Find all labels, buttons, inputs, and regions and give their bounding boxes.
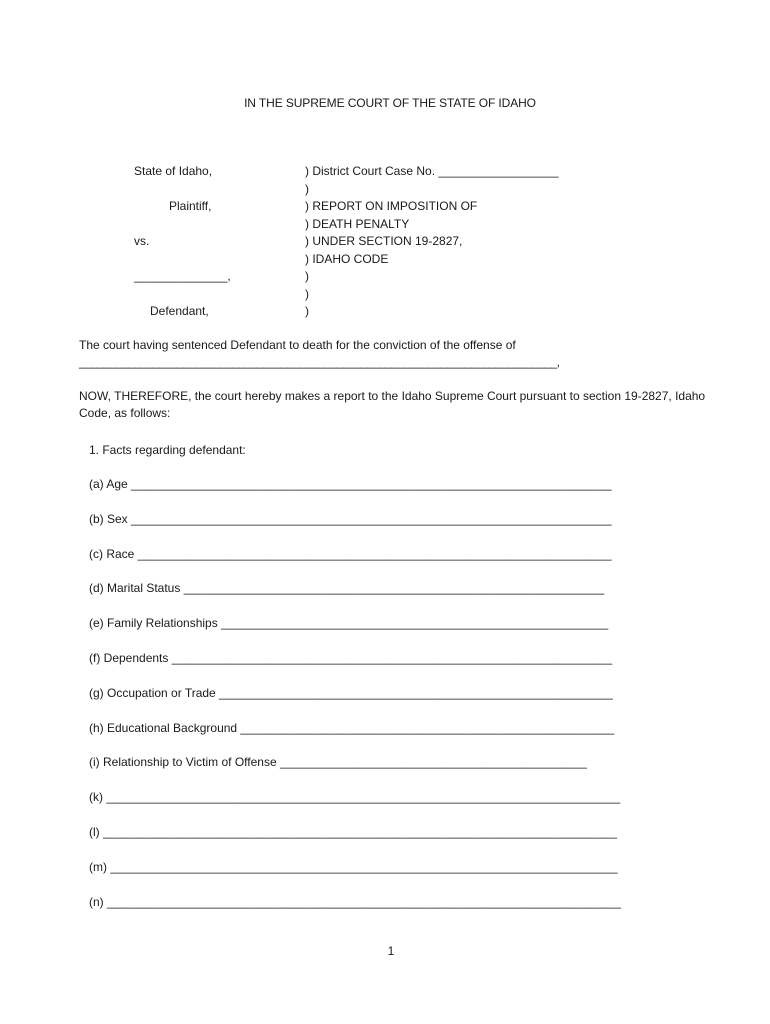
- fact-k-field: (k) _____________________________________________________________________________: [89, 790, 621, 805]
- now-therefore-paragraph: NOW, THEREFORE, the court hereby makes a report to the Idaho Supreme Court pursuant to section 19-2827, Idaho Code, as follows:: [79, 389, 706, 420]
- caption-line: ): [305, 286, 309, 301]
- plaintiff-name: State of Idaho,: [134, 164, 213, 178]
- fact-family-relationships-field: (e) Family Relationships __________________________________________________________: [89, 616, 609, 631]
- caption-line: ): [305, 269, 309, 283]
- fact-m-field: (m) ____________________________________________________________________________: [89, 859, 618, 874]
- sentence-intro: The court having sentenced Defendant to death for the conviction of the offense of: [79, 338, 516, 352]
- fact-occupation-field: (g) Occupation or Trade ___________________________________________________________: [89, 685, 613, 700]
- offense-blank: ______________________________________________________________________________,: [79, 355, 560, 369]
- plaintiff-label: Plaintiff,: [169, 199, 212, 213]
- caption-line-report-title: ) DEATH PENALTY: [305, 216, 410, 231]
- fact-age-field: (a) Age ________________________________________________________________________: [89, 477, 612, 491]
- page-number: 1: [387, 944, 395, 958]
- caption-line: ): [305, 181, 309, 196]
- fact-relationship-to-victim-field: (i) Relationship to Victim of Offense ______________________________________________: [89, 755, 587, 770]
- court-title: IN THE SUPREME COURT OF THE STATE OF IDAHO: [244, 96, 536, 110]
- section-1-heading: 1. Facts regarding defendant:: [89, 443, 246, 457]
- fact-marital-status-field: (d) Marital Status _______________________________________________________________: [89, 581, 605, 596]
- fact-education-field: (h) Educational Background ________________________________________________________: [89, 720, 615, 735]
- defendant-name-blank: ______________,: [134, 269, 231, 283]
- caption-line: ): [305, 304, 309, 318]
- caption-line-report-title: ) IDAHO CODE: [305, 251, 389, 266]
- versus-label: vs.: [134, 234, 150, 248]
- caption-line-report-title: ) UNDER SECTION 19-2827,: [305, 234, 463, 248]
- fact-dependents-field: (f) Dependents __________________________________________________________________: [89, 651, 613, 665]
- fact-n-field: (n) _____________________________________________________________________________: [89, 894, 621, 909]
- caption-line-case-number: ) District Court Case No. __________________: [305, 164, 559, 178]
- fact-race-field: (c) Race _______________________________________________________________________: [89, 546, 612, 561]
- fact-sex-field: (b) Sex ________________________________________________________________________: [89, 511, 612, 526]
- caption-line-report-title: ) REPORT ON IMPOSITION OF: [305, 199, 478, 213]
- fact-l-field: (l) _____________________________________________________________________________: [89, 825, 617, 839]
- defendant-label: Defendant,: [150, 304, 209, 318]
